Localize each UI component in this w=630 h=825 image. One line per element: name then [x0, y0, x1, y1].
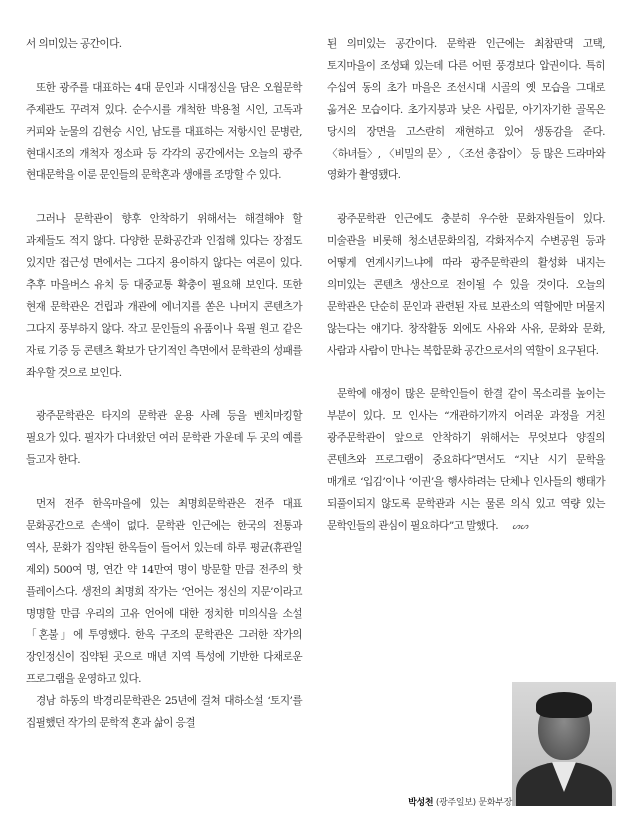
- paragraph: 또한 광주를 대표하는 4대 문인과 시대정신을 담은 오월문학 주제관도 꾸려져 있다. 순수시를 개척한 박용철 시인, 고독과 커피와 눈물의 김현승 시인, 남도를 대표하는 저항시인 문병란, 현대시조의 개척자 정소파 등 각각의 공간에서는 오늘의 광주 현대문학을 이룬 문인들의 문학혼과 생애를 조망할 수 있다.: [26, 81, 302, 182]
- paragraph: 된 의미있는 공간이다. 문학관 인근에는 최참판댁 고택, 토지마을이 조성돼 있는데 다른 어떤 풍경보다 압권이다. 특히 수십여 동의 초가 마을은 조선시대 시골의 옛 모습을 그대로 옮겨온 모습이다. 초가지붕과 낮은 사립문, 아기자기한 골목은 당시의 장면을 고스란히 재현하고 있어 생동감을 준다. 〈하녀들〉, 〈비밀의 문〉, 〈조선 총잡이〉 등 많은 드라마와 영화가 촬영됐다.: [327, 38, 605, 182]
- paragraph: 경남 하동의 박경리문학관은 25년에 걸쳐 대하소설 ‘토지’를 집필했던 작가의 문학적 혼과 삶이 응결: [26, 695, 302, 730]
- article-left-column: [26, 34, 302, 735]
- author-name: 박성천: [408, 798, 434, 808]
- paragraph: 광주문학관 인근에도 충분히 우수한 문화자원들이 있다. 미술관을 비롯해 청소년문화의집, 각화저수지 수변공원 등과 어떻게 연계시키느냐에 따라 광주문학관의 활성화 내지는 의미있는 콘텐츠 생산으로 전이될 수 있을 것이다. 오늘의 문학관은 단순히 문인과 관련된 자료 보관소의 역할에만 머물지 않는다는 얘기다. 창작활동 외에도 사유와 사유, 문화와 문화, 사람과 사람이 만나는 복합문화 공간으로서의 역할이 요구된다.: [327, 213, 605, 357]
- paragraph: [327, 384, 605, 538]
- author-affiliation: (광주일보) 문화부장: [435, 798, 512, 808]
- paragraph: 먼저 전주 한옥마을에 있는 최명희문학관은 전주 대표 문화공간으로 손색이 없다. 문학관 인근에는 한국의 전통과 역사, 문화가 집약된 한옥들이 들어서 있는데 하루 평균(휴관일 제외) 500여 명, 연간 약 14만여 명이 방문할 만큼 전주의 핫 플레이스다. 생전의 최명희 작가는 ‘언어는 정신의 지문’이라고 명명할 만큼 우리의 고유 언어에 대한 정치한 미의식을 소설 「혼불」에 투영했다. 한옥 구조의 문학관은 그러한 작가의 장인정신이 집약된 곳으로 매년 지역 특성에 기반한 다채로운 프로그램을 운영하고 있다.: [26, 497, 302, 686]
- article-right-column: [327, 34, 605, 539]
- paragraph: 광주문학관은 타지의 문학관 운용 사례 등을 벤치마킹할 필요가 있다. 필자가 다녀왔던 여러 문학관 가운데 두 곳의 예를 들고자 한다.: [26, 410, 302, 467]
- paragraph: 서 의미있는 공간이다.: [26, 38, 122, 50]
- end-mark-icon: ᔕᔕ: [512, 521, 529, 532]
- paragraph-text: 문학에 애정이 많은 문학인들이 한결 같이 목소리를 높이는 부분이 있다. 모 인사는 “개관하기까지 어려운 과정을 거친 광주문학관이 앞으로 안착하기 위해서는 무엇보다 양질의 콘텐츠와 프로그램이 중요하다”면서도 “지난 시기 문학을 매개로 ‘입김’이나 ‘이권’을 행사하려는 단체나 인사들의 행태가 되풀이되지 않도록 문학관과 시는 물론 의식 있고 역량 있는 문학인들의 관심이 필요하다”고 말했다.: [327, 388, 605, 532]
- author-caption: [366, 795, 512, 808]
- author-photo: [512, 682, 616, 806]
- paragraph: 그러나 문학관이 향후 안착하기 위해서는 해결해야 할 과제들도 적지 않다. 다양한 문화공간과 인접해 있다는 장점도 있지만 접근성 면에서는 그다지 용이하지 않다는 여론이 있다. 추후 마을버스 유치 등 대중교통 확충이 필요해 보인다. 또한 현재 문학관은 건립과 개관에 에너지를 쏟은 나머지 콘텐츠가 그다지 풍부하지 않다. 작고 문인들의 유품이나 육필 원고 같은 자료 기증 등 콘텐츠 확보가 단기적인 측면에서 문학관의 성패를 좌우할 것으로 보인다.: [26, 213, 302, 379]
